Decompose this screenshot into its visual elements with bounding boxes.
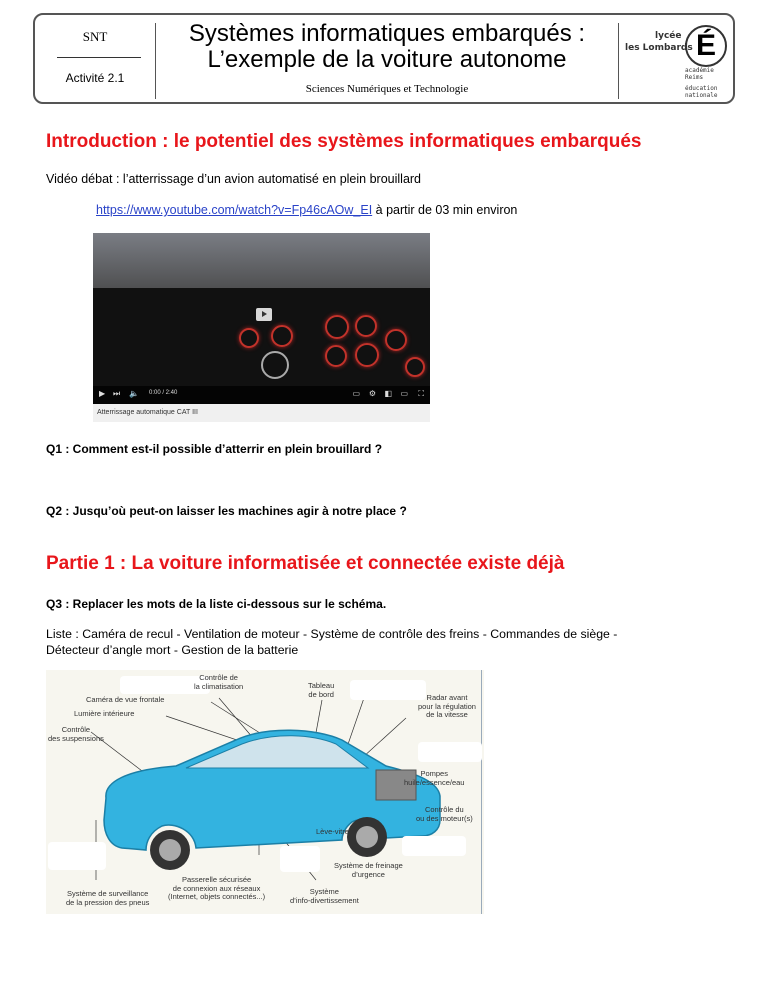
header-separator [155, 23, 156, 99]
answer-blank[interactable] [280, 846, 320, 872]
gauge [405, 357, 425, 377]
activity-label: Activité 2.1 [65, 71, 125, 85]
question-1: Q1 : Comment est-il possible d’atterrir en plein brouillard ? [46, 442, 383, 456]
label-camera: Caméra de vue frontale [86, 695, 165, 704]
logo-text-2: les Lombards [625, 43, 693, 53]
answer-blank[interactable] [48, 842, 106, 870]
question-3: Q3 : Replacer les mots de la liste ci-dessous sur le schéma. [46, 597, 387, 611]
label-info-divertissement: Système d’info-divertissement [290, 887, 359, 905]
gauge [325, 315, 349, 339]
label-leve-vitre: Lève-vitre [316, 827, 349, 836]
gauge [261, 351, 289, 379]
answer-blank[interactable] [402, 836, 466, 856]
video-link[interactable]: https://www.youtube.com/watch?v=Fp46cAOw_EI [96, 203, 373, 217]
video-link-line [96, 203, 517, 217]
subtitles-icon[interactable]: ▭ [352, 389, 360, 398]
gauge [325, 345, 347, 367]
label-lumiere: Lumière intérieure [74, 709, 135, 718]
video-link-suffix: à partir de 03 min environ [372, 203, 518, 217]
theater-icon[interactable]: ▭ [400, 389, 408, 398]
question-2: Q2 : Jusqu’où peut-on laisser les machines agir à notre place ? [46, 504, 407, 518]
header-separator [618, 23, 619, 99]
gauge [239, 328, 259, 348]
answer-blank[interactable] [350, 680, 426, 700]
logo-tiny-3: éducation [685, 85, 718, 92]
gauge [355, 315, 377, 337]
document-title [157, 21, 617, 73]
logo-text-1: lycée [655, 31, 682, 41]
label-passerelle: Passerelle sécurisée de connexion aux réseaux (Internet, objets connectés...) [168, 875, 266, 901]
car-diagram [46, 670, 484, 914]
logo-tiny-4: nationale [685, 92, 718, 99]
document-header [33, 13, 735, 104]
play-icon[interactable]: ▶ [99, 389, 106, 398]
label-pompes: Pompes huile/essence/eau [404, 769, 465, 787]
label-pneus: Système de surveillance de la pression des pneus [66, 889, 150, 907]
video-caption: Atterrissage automatique CAT III [93, 404, 430, 422]
next-icon[interactable]: ⏭ [113, 389, 121, 398]
label-tableau-de-bord: Tableau de bord [308, 681, 335, 699]
label-climatisation: Contrôle de la climatisation [194, 673, 244, 691]
header-divider [57, 57, 141, 58]
player-time: 0:00 / 2:40 [149, 390, 178, 396]
label-moteur: Contrôle du ou des moteur(s) [416, 805, 473, 823]
word-list-line-2: Détecteur d’angle mort - Gestion de la batterie [46, 643, 299, 657]
logo-tiny-2: Reims [685, 74, 704, 81]
title-line-1: Systèmes informatiques embarqués : [188, 20, 586, 47]
gauge [271, 325, 293, 347]
part1-heading: Partie 1 : La voiture informatisée et connectée existe déjà [46, 553, 565, 574]
video-thumbnail[interactable] [93, 233, 430, 404]
video-controls [93, 386, 430, 404]
gauge [385, 329, 407, 351]
subject-label: SNT [82, 29, 108, 44]
video-intro-text: Vidéo débat : l’atterrissage d’un avion automatisé en plein brouillard [46, 172, 422, 186]
logo-letter: É [685, 25, 727, 67]
label-radar: Radar avant pour la régulation de la vitesse [418, 693, 476, 719]
answer-blank[interactable] [418, 742, 482, 762]
miniplayer-icon[interactable]: ◧ [384, 389, 392, 398]
play-overlay-icon[interactable] [256, 308, 272, 321]
header-left-cell [35, 15, 155, 102]
school-logo [621, 19, 735, 101]
gauge [355, 343, 379, 367]
volume-icon[interactable]: 🔈 [129, 389, 139, 398]
intro-heading: Introduction : le potentiel des systèmes informatiques embarqués [46, 131, 642, 152]
gear-icon[interactable]: ⚙ [368, 389, 376, 398]
document-subtitle: Sciences Numériques et Technologie [305, 83, 469, 95]
word-list-line-1: Liste : Caméra de recul - Ventilation de moteur - Système de contrôle des freins - Commandes de siège - [46, 627, 618, 641]
fullscreen-icon[interactable]: ⛶ [418, 389, 424, 398]
title-line-2: L’exemple de la voiture autonome [207, 46, 567, 73]
label-suspensions: Contrôle des suspensions [48, 725, 104, 743]
label-freinage: Système de freinage d’urgence [334, 861, 403, 879]
logo-tiny-1: académie [685, 67, 714, 74]
